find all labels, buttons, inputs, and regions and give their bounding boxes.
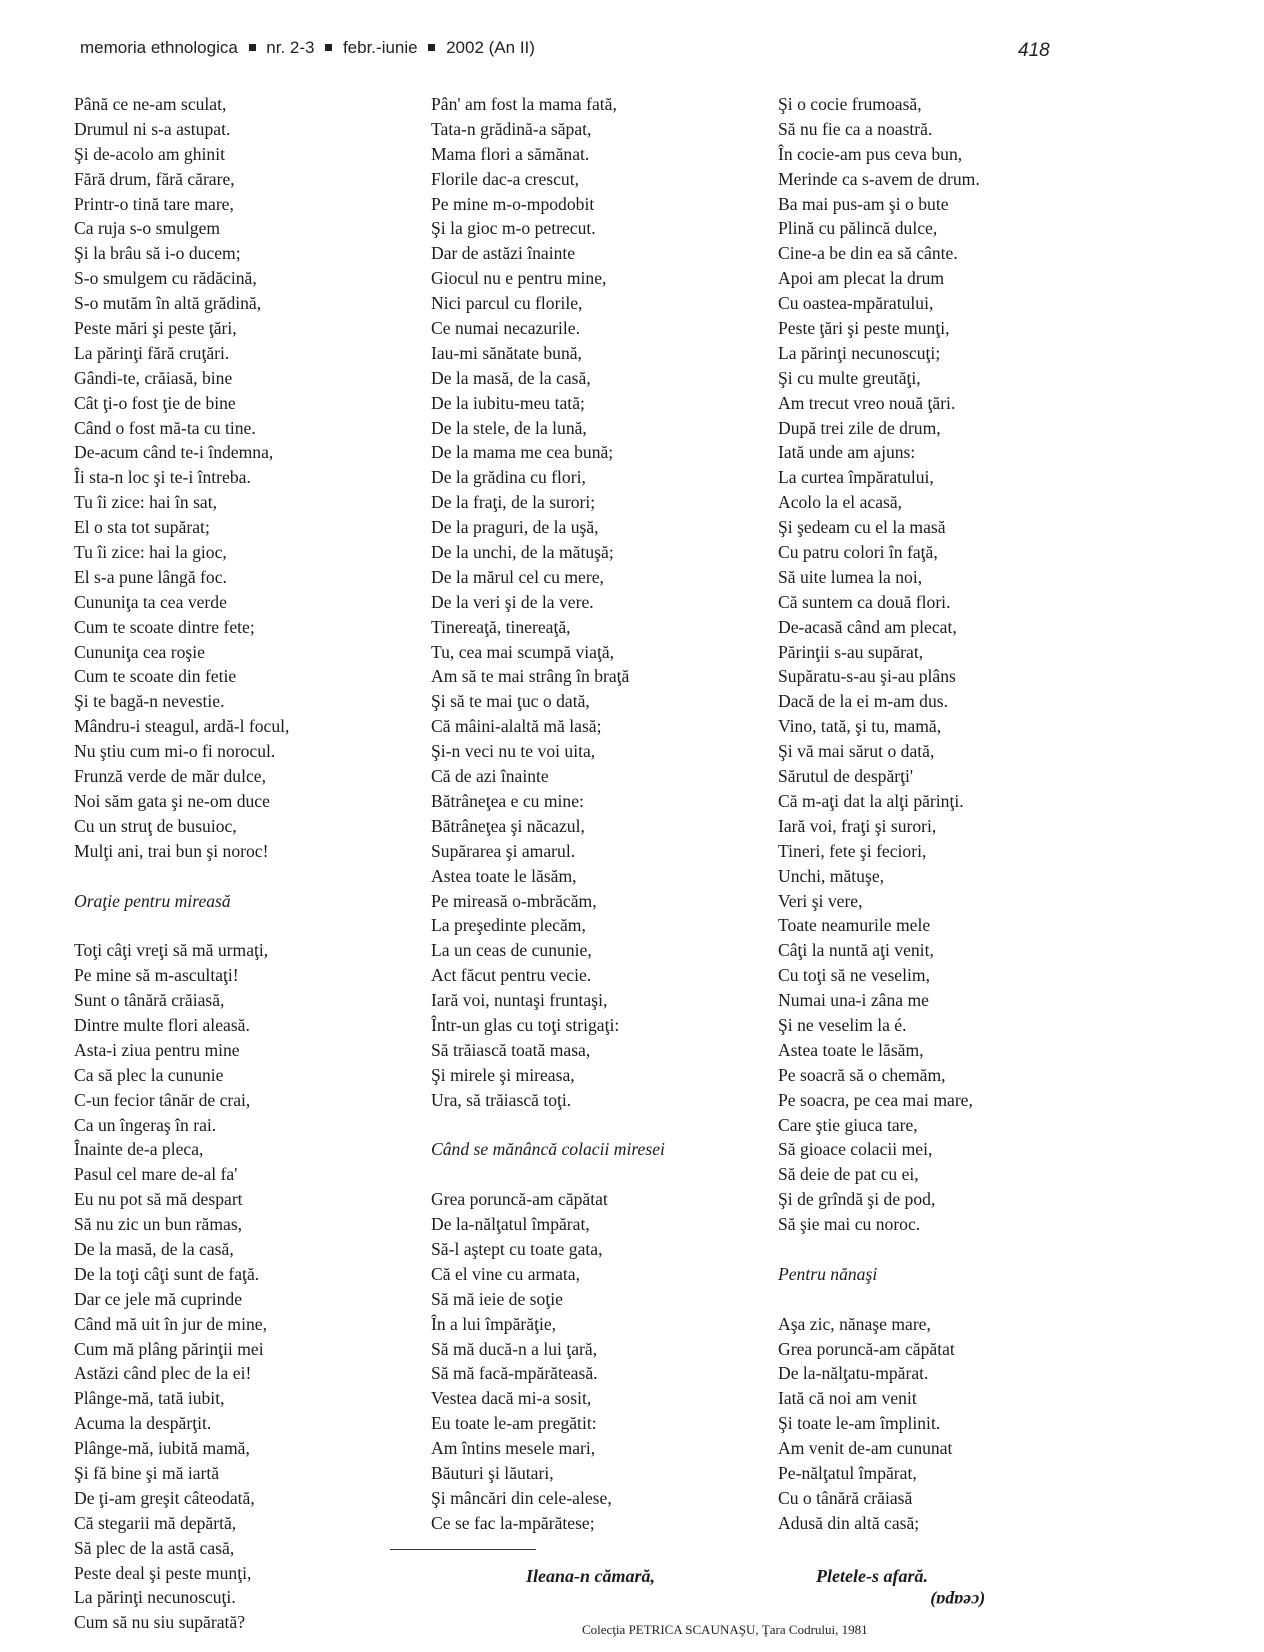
poem-line: Să-l aştept cu toate gata, [431,1238,603,1259]
poem-line: Să mă ducă-n a lui ţară, [431,1338,598,1359]
poem-line: Toate neamurile mele [778,915,931,936]
poem-line: Am venit de-am cununat [778,1438,953,1459]
poem-line: Mulţi ani, trai bun şi noroc! [74,840,269,861]
stanza-gap [74,913,289,938]
poem-line: Grea poruncă-am căpătat [778,1338,955,1359]
poem-line: Iară voi, nuntaşi fruntaşi, [431,990,608,1011]
poem-line: Veri şi vere, [778,890,863,911]
poem-line: Vestea dacă mi-a sosit, [431,1388,592,1409]
poem-line: S-o smulgem cu rădăcină, [74,268,257,289]
poem-line: Ca ruja s-o smulgem [74,218,221,239]
poem-line: Cu un struţ de busuioc, [74,815,237,836]
stanza-gap [778,1287,980,1312]
poem-line: Şi vă mai sărut o dată, [778,741,935,762]
issue-period: febr.-iunie [342,38,418,57]
poem-line: Pe soacră să o chemăm, [778,1064,946,1085]
poem-line: Câţi la nuntă aţi venit, [778,940,934,961]
poem-line: După trei zile de drum, [778,417,941,438]
poem-line: Toţi câţi vreţi să mă urmaţi, [74,940,269,961]
poem-line: Să uite lumea la noi, [778,566,923,587]
poem-line: Ura, să trăiască toţi. [431,1089,572,1110]
poem-line: Că suntem ca două flori. [778,591,951,612]
poem-line: Gândi-te, crăiasă, bine [74,367,233,388]
poem-line: Peste mări şi peste ţări, [74,318,237,339]
poem-line: La curtea împăratului, [778,467,934,488]
bullet-separator-icon [428,44,435,51]
poem-line: Pân' am fost la mama fată, [431,94,617,114]
poem-line: Drumul ni s-a astupat. [74,118,231,139]
poem-line: Tinereaţă, tinereaţă, [431,616,571,637]
poem-line: Iau-mi sănătate bună, [431,342,582,363]
poem-line: Iată unde am ajuns: [778,442,916,463]
poem-line: Şi la brâu să i-o ducem; [74,243,241,264]
poem-line: De la iubitu-meu tată; [431,392,585,413]
poem-line: Şi cu multe greutăţi, [778,367,921,388]
poem-line: La preşedinte plecăm, [431,915,586,936]
poem-line: Şi-n veci nu te voi uita, [431,741,596,762]
poem-line: Şi mâncări din cele-alese, [431,1487,612,1508]
poem-line: Mândru-i steagul, ardă-l focul, [74,716,290,737]
poem-line: Frunză verde de măr dulce, [74,766,266,787]
poem-column-1 [74,92,289,1635]
issue-year: 2002 (An II) [446,38,535,57]
poem-line: Bătrâneţea e cu mine: [431,790,584,811]
riddle-answer [930,1590,985,1611]
poem-line: Dintre multe flori aleasă. [74,1014,250,1035]
section-title: Când se mănâncă colacii miresei [431,1139,665,1160]
poem-line: Cu oastea-mpăratului, [778,293,934,314]
poem-line: S-o mutăm în altă grădină, [74,293,262,314]
poem-line: De la toţi câţi sunt de faţă. [74,1263,260,1284]
poem-line: Şi să te mai ţuc o dată, [431,691,590,712]
poem-line: Mama flori a sămănat. [431,143,590,164]
poem-line: Pe mireasă o-mbrăcăm, [431,890,597,911]
stanza-gap [431,1162,665,1187]
poem-line: Pe-nălţatul împărat, [778,1462,917,1483]
poem-line: Cine-a be din ea să cânte. [778,243,958,264]
journal-name: memoria ethnologica [80,38,238,57]
poem-line: Să şie mai cu noroc. [778,1214,921,1235]
poem-line: Şi o cocie frumoasă, [778,94,922,114]
poem-line: Şi fă bine şi mă iartă [74,1462,220,1483]
poem-line: Giocul nu e pentru mine, [431,268,607,289]
poem-line: Când mă uit în jur de mine, [74,1313,268,1334]
poem-line: Astăzi când plec de la ei! [74,1363,252,1384]
issue-number: nr. 2-3 [266,38,315,57]
bullet-separator-icon [249,44,256,51]
poem-line: Tu îi zice: hai la gioc, [74,542,227,563]
stanza-gap [74,864,289,889]
poem-line: Plânge-mă, tată iubit, [74,1388,225,1409]
poem-line: Grea poruncă-am căpătat [431,1189,608,1210]
poem-line: Cum te scoate dintre fete; [74,616,255,637]
poem-line: Printr-o tină tare mare, [74,193,234,214]
poem-line: Plânge-mă, iubită mamă, [74,1438,250,1459]
poem-line: Până ce ne-am sculat, [74,94,227,114]
poem-line: Să deie de pat cu ei, [778,1164,919,1185]
poem-line: Tu, cea mai scumpă viaţă, [431,641,615,662]
poem-line: Sărutul de despărţi' [778,766,914,787]
poem-line: Ce se fac la-mpărătese; [431,1512,595,1533]
poem-line: Îi sta-n loc şi te-i întreba. [74,467,251,488]
poem-line: Să mă facă-mpărăteasă. [431,1363,598,1384]
poem-line: Tata-n grădină-a săpat, [431,118,592,139]
poem-line: La părinţi necunoscuţi. [74,1587,236,1608]
poem-line: C-un fecior tânăr de crai, [74,1089,251,1110]
poem-line: Acuma la despărţit. [74,1413,212,1434]
poem-line: El s-a pune lângă foc. [74,566,227,587]
poem-line: Să mă ieie de soţie [431,1288,563,1309]
poem-line: Cum te scoate din fetie [74,666,237,687]
poem-line: Să plec de la astă casă, [74,1537,235,1558]
poem-line: Florile dac-a crescut, [431,168,580,189]
poem-line: De-acasă când am plecat, [778,616,957,637]
poem-line: Dar ce jele mă cuprinde [74,1288,243,1309]
bullet-separator-icon [325,44,332,51]
poem-line: Cât ţi-o fost ţie de bine [74,392,236,413]
poem-line: De la-nălţatu-mpărat. [778,1363,929,1384]
poem-line: Am întins mesele mari, [431,1438,596,1459]
poem-line: Supăratu-s-au şi-au plâns [778,666,956,687]
poem-line: Ba mai pus-am şi o bute [778,193,949,214]
poem-line: Eu nu pot să mă despart [74,1189,243,1210]
poem-line: Nu ştiu cum mi-o fi norocul. [74,741,276,762]
poem-line: Că el vine cu armata, [431,1263,580,1284]
poem-line: Iară voi, fraţi şi surori, [778,815,937,836]
poem-line: Pe mine să m-ascultaţi! [74,965,239,986]
poem-line: Ce numai necazurile. [431,318,580,339]
poem-line: Să gioace colacii mei, [778,1139,933,1160]
poem-line: La un ceas de cununie, [431,940,592,961]
poem-line: Şi mirele şi mireasa, [431,1064,575,1085]
poem-line: Când o fost mă-ta cu tine. [74,417,256,438]
poem-line: Ca un îngeraş în rai. [74,1114,217,1135]
footnote-divider [390,1549,536,1550]
poem-line: Pe mine m-o-mpodobit [431,193,595,214]
poem-line: Pe soacra, pe cea mai mare, [778,1089,973,1110]
riddle-right: Pletele-s afară. [816,1566,928,1586]
poem-line: Că stegarii mă depărtă, [74,1512,237,1533]
poem-line: La părinţi necunoscuţi; [778,342,941,363]
poem-line: De la mărul cel cu mere, [431,566,604,587]
poem-line: Părinţii s-au supărat, [778,641,924,662]
poem-line: Băuturi şi lăutari, [431,1462,554,1483]
stanza-gap [778,1237,980,1262]
poem-line: De la fraţi, de la surori; [431,492,596,513]
poem-line: Peste ţări şi peste munţi, [778,318,950,339]
poem-line: De la stele, de la lună, [431,417,587,438]
poem-line: Şi te bagă-n nevestie. [74,691,225,712]
section-title: Pentru nănaşi [778,1263,878,1284]
riddle-left: Ileana-n cămară, [526,1566,656,1586]
poem-line: Apoi am plecat la drum [778,268,945,289]
section-title: Oraţie pentru mireasă [74,890,231,911]
poem-line: De la masă, de la casă, [74,1238,234,1259]
poem-line: Sunt o tânără crăiasă, [74,990,225,1011]
poem-line: Ca să plec la cununie [74,1064,224,1085]
poem-column-2 [431,92,665,1536]
poem-line: Tu îi zice: hai în sat, [74,492,218,513]
poem-line: Noi săm gata şi ne-om duce [74,790,270,811]
poem-line: Într-un glas cu toţi strigaţi: [431,1014,620,1035]
poem-line: Dacă de la ei m-am dus. [778,691,949,712]
poem-line: Nici parcul cu florile, [431,293,583,314]
poem-line: El o sta tot supărat; [74,517,210,538]
poem-line: De la masă, de la casă, [431,367,591,388]
poem-line: Să nu zic un bun rămas, [74,1214,243,1235]
poem-line: În a lui împărăţie, [431,1313,557,1334]
poem-line: Şi toate le-am împlinit. [778,1413,941,1434]
poem-line: Plină cu pălincă dulce, [778,218,938,239]
poem-line: Asta-i ziua pentru mine [74,1039,240,1060]
poem-line: Şi ne veselim la é. [778,1014,907,1035]
poem-line: Cu patru colori în faţă, [778,542,938,563]
poem-line: Aşa zic, nănaşe mare, [778,1313,931,1334]
poem-line: Cununiţa ta cea verde [74,591,227,612]
poem-line: Am trecut vreo nouă ţări. [778,392,956,413]
poem-line: Astea toate le lăsăm, [431,865,577,886]
poem-line: Am să te mai strâng în braţă [431,666,630,687]
poem-line: De ţi-am greşit câteodată, [74,1487,255,1508]
poem-line: Şi la gioc m-o petrecut. [431,218,596,239]
poem-line: De la grădina cu flori, [431,467,586,488]
poem-column-3 [778,92,980,1536]
poem-line: Că mâini-alaltă mă lasă; [431,716,602,737]
poem-line: Iată că noi am venit [778,1388,917,1409]
poem-line: Unchi, mătuşe, [778,865,885,886]
poem-line: De-acum când te-i îndemna, [74,442,274,463]
journal-header [80,38,535,58]
poem-line: În cocie-am pus ceva bun, [778,143,963,164]
poem-line: Că de azi înainte [431,766,549,787]
poem-line: De la mama me cea bună; [431,442,614,463]
poem-line: Cu toţi să ne veselim, [778,965,930,986]
poem-line: Supărarea şi amarul. [431,840,576,861]
poem-line: Să nu fie ca a noastră. [778,118,933,139]
poem-line: De la veri şi de la vere. [431,591,594,612]
poem-line: De la unchi, de la mătuşă; [431,542,614,563]
poem-line: Peste deal şi peste munţi, [74,1562,252,1583]
poem-line: La părinţi fără cruţări. [74,342,230,363]
riddle-answer-text: (ceapa) [930,1591,985,1611]
poem-line: De la-nălţatul împărat, [431,1214,590,1235]
poem-line: Să trăiască toată masa, [431,1039,591,1060]
poem-line: Şi şedeam cu el la masă [778,517,946,538]
poem-line: Act făcut pentru vecie. [431,965,592,986]
poem-line: Cu o tânără crăiasă [778,1487,913,1508]
poem-line: Înainte de-a pleca, [74,1139,204,1160]
poem-line: Fără drum, fără cărare, [74,168,235,189]
poem-line: Eu toate le-am pregătit: [431,1413,597,1434]
poem-line: De la praguri, de la uşă, [431,517,599,538]
poem-line: Care ştie giuca tare, [778,1114,918,1135]
poem-line: Vino, tată, şi tu, mamă, [778,716,942,737]
poem-line: Şi de-acolo am ghinit [74,143,225,164]
poem-line: Merinde ca s-avem de drum. [778,168,980,189]
poem-line: Cum mă plâng părinţii mei [74,1338,264,1359]
poem-line: Numai una-i zâna me [778,990,929,1011]
poem-line: Şi de grîndă şi de pod, [778,1189,936,1210]
poem-line: Adusă din altă casă; [778,1512,920,1533]
poem-line: Cum să nu siu supărată? [74,1612,246,1633]
collection-credit: Colecţia PETRICA SCAUNAŞU, Ţara Codrului, 1981 [582,1622,868,1637]
poem-line: Astea toate le lăsăm, [778,1039,924,1060]
stanza-gap [431,1113,665,1138]
poem-line: Pasul cel mare de-al fa' [74,1164,238,1185]
poem-line: Că m-aţi dat la alţi părinţi. [778,790,964,811]
page-number: 418 [1018,40,1050,61]
poem-line: Tineri, fete şi feciori, [778,840,927,861]
poem-line: Cununiţa cea roşie [74,641,205,662]
poem-line: Bătrâneţea şi năcazul, [431,815,585,836]
poem-line: Dar de astăzi înainte [431,243,576,264]
poem-line: Acolo la el acasă, [778,492,903,513]
